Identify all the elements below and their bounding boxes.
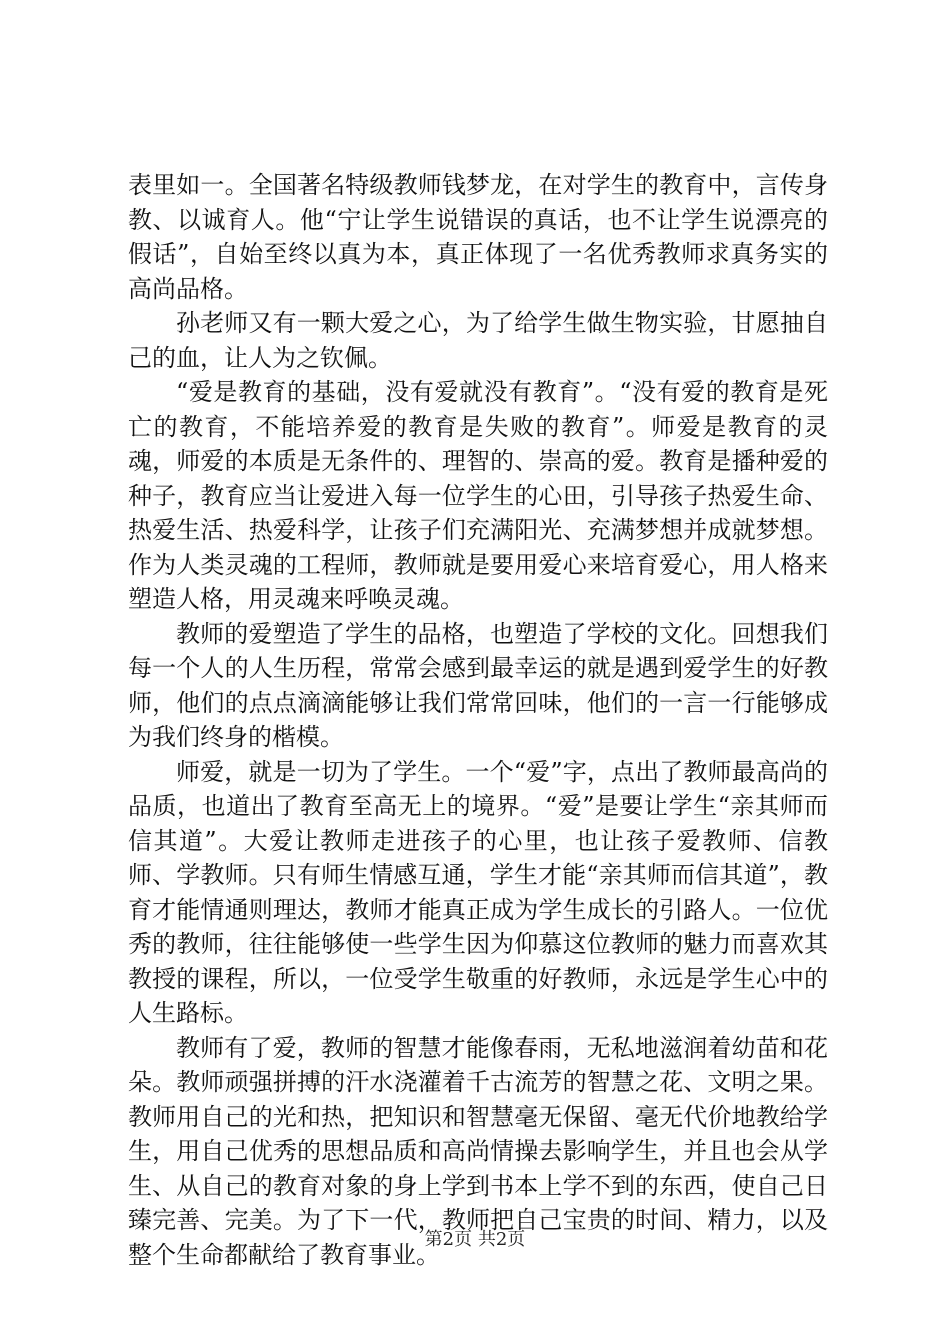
paragraph-4: 教师的爱塑造了学生的品格，也塑造了学校的文化。回想我们每一个人的人生历程，常常会感到最幸运的就是遇到爱学生的好教师，他们的点点滴滴能够让我们常常回味，他们的一言一行能够成为我们终身的楷模。 xyxy=(128,619,828,751)
paragraph-5: 师爱，就是一切为了学生。一个“爱”字，点出了教师最高尚的品质，也道出了教育至高无上的境界。“爱”是要让学生“亲其师而信其道”。大爱让教师走进孩子的心里，也让孩子爱教师、信教师、学教师。只有师生情感互通，学生才能“亲其师而信其道”，教育才能情通则理达，教师才能真正成为学生成长的引路人。一位优秀的教师，往往能够使一些学生因为仰慕这位教师的魅力而喜欢其教授的课程，所以，一位受学生敬重的好教师，永远是学生心中的人生路标。 xyxy=(128,757,828,1027)
paragraph-3: “爱是教育的基础，没有爱就没有教育”。“没有爱的教育是死亡的教育，不能培养爱的教育是失败的教育”。师爱是教育的灵魂，师爱的本质是无条件的、理智的、崇高的爱。教育是播种爱的种子，教育应当让爱进入每一位学生的心田，引导孩子热爱生命、热爱生活、热爱科学，让孩子们充满阳光、充满梦想并成就梦想。作为人类灵魂的工程师，教师就是要用爱心来培育爱心，用人格来塑造人格，用灵魂来呼唤灵魂。 xyxy=(128,378,828,613)
document-body xyxy=(128,168,828,1272)
page-number-footer: 第2页 共2页 xyxy=(424,1229,526,1250)
paragraph-1: 表里如一。全国著名特级教师钱梦龙，在对学生的教育中，言传身教、以诚育人。他“宁让学生说错误的真话，也不让学生说漂亮的假话”，自始至终以真为本，真正体现了一名优秀教师求真务实的高尚品格。 xyxy=(128,171,828,303)
paragraph-6: 教师有了爱，教师的智慧才能像春雨，无私地滋润着幼苗和花朵。教师顽强拼搏的汗水浇灌着千古流芳的智慧之花、文明之果。教师用自己的光和热，把知识和智慧毫无保留、毫无代价地教给学生，用自己优秀的思想品质和高尚情操去影响学生，并且也会从学生、从自己的教育对象的身上学到书本上学不到的东西，使自己日臻完善、完美。为了下一代，教师把自己宝贵的时间、精力，以及整个生命都献给了教育事业。 xyxy=(128,1033,828,1269)
paragraph-2: 孙老师又有一颗大爱之心，为了给学生做生物实验，甘愿抽自己的血，让人为之钦佩。 xyxy=(128,309,828,372)
